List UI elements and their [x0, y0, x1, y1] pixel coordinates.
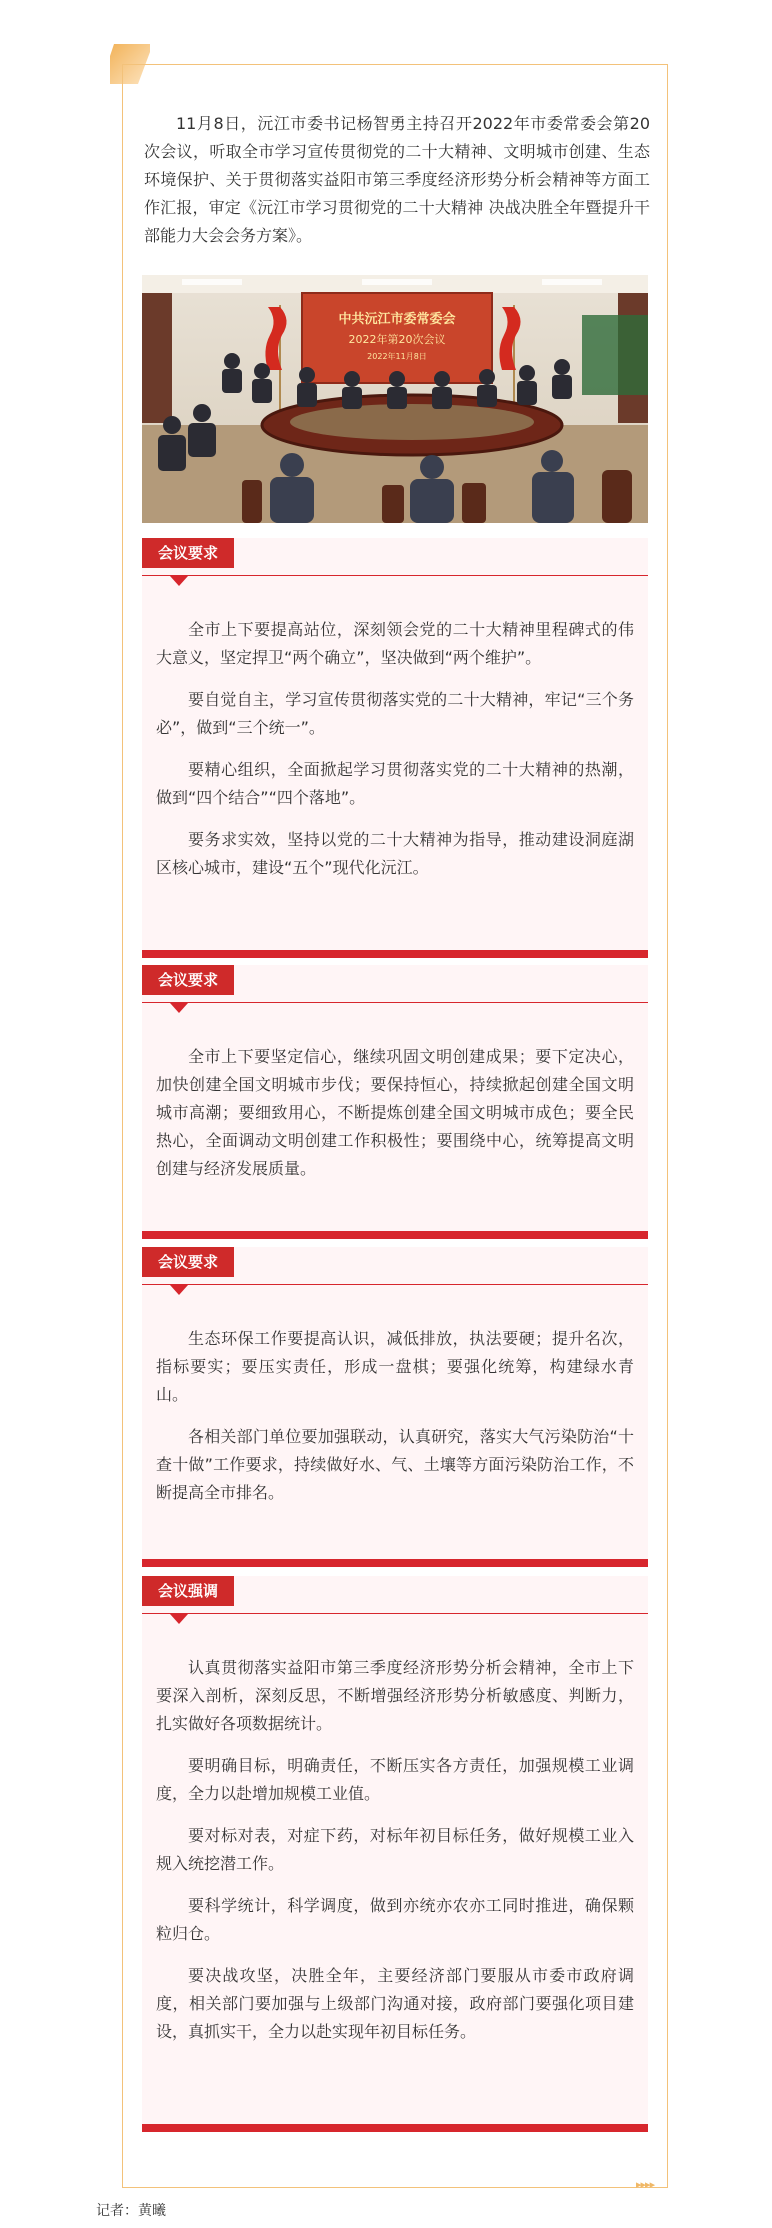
- section-paragraph: 生态环保工作要提高认识，减低排放，执法要硬；提升名次，指标要实；要压实责任，形成一盘棋；要强化统筹，构建绿水青山。: [156, 1329, 634, 1404]
- section-tag: 会议要求: [142, 965, 234, 995]
- banner-line2: 2022年第20次会议: [348, 333, 446, 346]
- tag-pointer-icon: [170, 1614, 188, 1624]
- meeting-photo-illustration: [142, 275, 648, 523]
- section-paragraph: 要明确目标，明确责任，不断压实各方责任，加强规模工业调度，全力以赴增加规模工业值。: [156, 1756, 634, 1803]
- section-4: [142, 1576, 648, 2132]
- section-1: [142, 538, 648, 958]
- section-paragraph: 全市上下要坚定信心，继续巩固文明创建成果；要下定决心，加快创建全国文明城市步伐；要保持恒心，持续掀起创建全国文明城市高潮；要细致用心，不断提炼创建全国文明城市成色；要全民热心，全面调动文明创建工作积极性；要围绕中心，统筹提高文明创建与经济发展质量。: [156, 1047, 634, 1178]
- banner-date: 2022年11月8日: [367, 352, 427, 361]
- reporter-credit: 记者：黄曦: [96, 2203, 166, 2219]
- section-bottom-bar: [142, 1231, 648, 1239]
- tag-underline: [142, 1002, 648, 1003]
- section-3: [142, 1247, 648, 1567]
- tag-pointer-icon: [170, 1285, 188, 1295]
- section-paragraph: 要自觉自主，学习宣传贯彻落实党的二十大精神，牢记“三个务必”，做到“三个统一”。: [156, 690, 634, 737]
- section-paragraph: 要精心组织，全面掀起学习贯彻落实党的二十大精神的热潮，做到“四个结合”“四个落地”。: [156, 760, 634, 807]
- banner-line1: 中共沅江市委常委会: [338, 312, 456, 327]
- tag-underline: [142, 575, 648, 576]
- section-paragraph: 要决战攻坚，决胜全年，主要经济部门要服从市委市政府调度，相关部门要加强与上级部门沟通对接，政府部门要强化项目建设，真抓实干，全力以赴实现年初目标任务。: [156, 1966, 634, 2041]
- meeting-photo: [142, 275, 648, 523]
- section-tag: 会议要求: [142, 538, 234, 568]
- section-paragraph: 要科学统计，科学调度，做到亦统亦农亦工同时推进，确保颗粒归仓。: [156, 1896, 634, 1943]
- section-paragraph: 要对标对表，对症下药，对标年初目标任务，做好规模工业入规入统挖潜工作。: [156, 1826, 634, 1873]
- section-bottom-bar: [142, 1559, 648, 1567]
- section-tag: 会议强调: [142, 1576, 234, 1606]
- section-paragraph: 各相关部门单位要加强联动，认真研究，落实大气污染防治“十查十做”工作要求，持续做好水、气、土壤等方面污染防治工作，不断提高全市排名。: [156, 1427, 634, 1502]
- section-bottom-bar: [142, 950, 648, 958]
- section-paragraph: 认真贯彻落实益阳市第三季度经济形势分析会精神，全市上下要深入剖析，深刻反思，不断增强经济形势分析敏感度、判断力，扎实做好各项数据统计。: [156, 1658, 634, 1733]
- tag-pointer-icon: [170, 1003, 188, 1013]
- tag-pointer-icon: [170, 576, 188, 586]
- section-paragraph: 全市上下要提高站位，深刻领会党的二十大精神里程碑式的伟大意义，坚定捍卫“两个确立”，坚决做到“两个维护”。: [156, 620, 634, 667]
- section-tag: 会议要求: [142, 1247, 234, 1277]
- section-paragraph: 要务求实效，坚持以党的二十大精神为指导，推动建设洞庭湖区核心城市，建设“五个”现代化沅江。: [156, 830, 634, 877]
- section-bottom-bar: [142, 2124, 648, 2132]
- tag-underline: [142, 1613, 648, 1614]
- section-2: [142, 965, 648, 1239]
- tag-underline: [142, 1284, 648, 1285]
- intro-paragraph: 11月8日，沅江市委书记杨智勇主持召开2022年市委常委会第20次会议，听取全市学习宣传贯彻党的二十大精神、文明城市创建、生态环境保护、关于贯彻落实益阳市第三季度经济形势分析会精神等方面工作汇报，审定《沅江市学习贯彻党的二十大精神 决战决胜全年暨提升干部能力大会会务方案》。: [144, 114, 650, 245]
- arrow-decoration-icon: ▸▸▸▸: [636, 2178, 655, 2191]
